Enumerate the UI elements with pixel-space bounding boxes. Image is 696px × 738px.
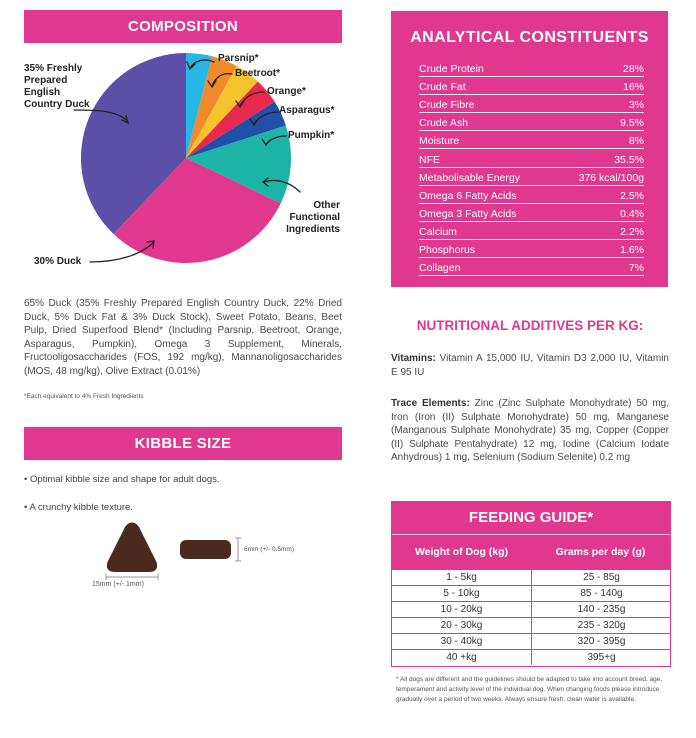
feeding-row-grams: 25 - 85g xyxy=(531,570,671,585)
kibble-bullet-2: • A crunchy kibble texture. xyxy=(24,502,133,513)
kibble-header xyxy=(24,427,342,460)
analytical-row-value: 35.5% xyxy=(614,153,644,166)
feeding-title: FEEDING GUIDE* xyxy=(392,502,670,534)
kibble-bullet-1-text: Optimal kibble size and shape for adult dogs. xyxy=(29,474,220,485)
feeding-row xyxy=(392,585,670,602)
analytical-row-name: Collagen xyxy=(419,262,461,275)
feeding-row-grams: 140 - 235g xyxy=(531,602,671,617)
trace-text: Zinc (Zinc Sulphate Monohydrate) 50 mg, Iron (Iron (II) Sulphate Monohydrate) 50 mg, Manganese (Manganous Sulphate Monohydrate) 35 mg, Copper (Copper (II) Sulphate Pentahydrate) 12 mg, Iodine (Calcium Iodate Anhydrous) 1 mg, Selenium (Sodium Selenite) 0.2 mg xyxy=(391,398,669,463)
feeding-row-grams: 395+g xyxy=(531,650,671,665)
analytical-row-value: 28% xyxy=(622,63,644,75)
analytical-row-value: 16% xyxy=(622,81,644,94)
analytical-row-name: Omega 3 Fatty Acids xyxy=(419,207,517,220)
composition-footnote: *Each equivalent to 4% Fresh Ingredients xyxy=(24,393,144,400)
composition-pie-chart xyxy=(0,0,360,290)
analytical-row-name: Crude Fibre xyxy=(419,99,475,112)
feeding-row-grams: 235 - 320g xyxy=(531,618,671,633)
analytical-row xyxy=(419,203,644,222)
analytical-row-name: Calcium xyxy=(419,225,457,238)
analytical-row xyxy=(419,76,644,95)
analytical-row xyxy=(419,239,644,258)
analytical-row-value: 8% xyxy=(628,135,644,148)
feeding-row-weight: 30 - 40kg xyxy=(440,636,483,647)
composition-paragraph: 65% Duck (35% Freshly Prepared English Country Duck, 22% Dried Duck, 5% Duck Fat & 3% Duck Stock), Sweet Potato, Beans, Beet Pulp, Dried Superfood Blend* (Including Parsnip, Beetroot, Orange, Asparagus, Pumpkin), Omega 3 Supplement, Minerals, Fructooligosaccharides (FOS, 192 mg/kg), Mannanoligosaccharides (MOS, 48 mg/kg), Olive Extract (0.01%) xyxy=(24,298,342,377)
analytical-row-value: 9.5% xyxy=(620,117,644,130)
feeding-row xyxy=(392,617,670,634)
analytical-row xyxy=(419,167,644,186)
feeding-row xyxy=(392,601,670,618)
feeding-row-weight: 10 - 20kg xyxy=(440,604,483,615)
kibble-height-label: 6mm (+/- 0.5mm) xyxy=(244,546,295,553)
label-parsnip: Parsnip* xyxy=(218,53,259,64)
kibble-triangle-shape xyxy=(107,523,157,573)
feeding-row-grams: 320 - 395g xyxy=(531,634,671,649)
analytical-row-name: Crude Ash xyxy=(419,117,469,130)
analytical-row-name: Phosphorus xyxy=(419,244,476,256)
analytical-row-name: NFE xyxy=(419,153,440,166)
analytical-row-value: 2.5% xyxy=(620,189,644,202)
analytical-row-value: 2.2% xyxy=(620,225,644,238)
feeding-row-weight: 40 +kg xyxy=(446,652,477,663)
feeding-col-weight: Weight of Dog (kg) xyxy=(414,546,509,558)
feeding-guide-table xyxy=(391,501,671,667)
feeding-column-headers xyxy=(392,534,670,570)
analytical-row-value: 7% xyxy=(628,262,644,275)
vitamins-text: Vitamin A 15,000 IU, Vitamin D3 2,000 IU, Vitamin E 95 IU xyxy=(391,353,669,378)
feeding-row xyxy=(392,649,670,666)
additives-title: NUTRITIONAL ADDITIVES PER KG: xyxy=(416,318,644,333)
vitamins-label: Vitamins: xyxy=(391,353,436,364)
feeding-row-grams: 85 - 140g xyxy=(531,586,671,601)
analytical-row-name: Metabolisable Energy xyxy=(419,171,520,184)
feeding-note: * All dogs are different and the guidelines should be adapted to take into account breed, age, temperament and activity level of the individual dog. When changing foods please introduce gradually over a period of two weeks. Always ensure fresh, clean water is available. xyxy=(396,676,663,703)
vitamins-paragraph xyxy=(391,352,669,379)
feeding-row xyxy=(392,633,670,650)
analytical-row xyxy=(419,185,644,204)
label-asparagus: Asparagus* xyxy=(279,105,335,116)
feeding-row-weight: 1 - 5kg xyxy=(446,572,477,583)
analytical-row-value: 3% xyxy=(628,99,644,112)
analytical-row xyxy=(419,149,644,168)
analytical-row-value: 376 kcal/100g xyxy=(578,171,644,184)
feeding-col-grams: Grams per day (g) xyxy=(555,546,646,558)
label-pumpkin: Pumpkin* xyxy=(288,130,335,141)
composition-title: COMPOSITION xyxy=(128,18,238,35)
analytical-row xyxy=(419,257,644,276)
analytical-row-name: Omega 6 Fatty Acids xyxy=(419,189,517,202)
kibble-bullet-1: • Optimal kibble size and shape for adult dogs. xyxy=(24,474,220,485)
analytical-row xyxy=(419,130,644,149)
label-duck30: 30% Duck xyxy=(34,256,82,267)
analytical-row xyxy=(419,112,644,131)
analytical-row xyxy=(419,58,644,77)
analytical-row-name: Moisture xyxy=(419,135,460,148)
kibble-bullet-2-text: A crunchy kibble texture. xyxy=(29,502,133,513)
kibble-width-label: 15mm (+/- 1mm) xyxy=(92,581,144,588)
feeding-row xyxy=(392,569,670,586)
label-orange: Orange* xyxy=(267,86,306,97)
analytical-title: ANALYTICAL CONSTITUENTS xyxy=(410,29,649,46)
analytical-row-value: 0.4% xyxy=(620,207,644,220)
trace-paragraph xyxy=(391,397,669,465)
kibble-side-shape xyxy=(180,540,231,559)
kibble-title: KIBBLE SIZE xyxy=(134,435,232,452)
feeding-row-weight: 5 - 10kg xyxy=(443,588,480,599)
trace-label: Trace Elements: xyxy=(391,398,470,409)
analytical-row-value: 1.6% xyxy=(620,244,644,256)
label-fresh-duck: 35% Freshly Prepared English Country Duck xyxy=(24,63,90,110)
analytical-row xyxy=(419,94,644,113)
label-other: Other Functional Ingredients xyxy=(286,200,340,235)
analytical-row xyxy=(419,221,644,240)
analytical-row-name: Crude Protein xyxy=(419,63,484,75)
label-beetroot: Beetroot* xyxy=(235,68,281,79)
feeding-row-weight: 20 - 30kg xyxy=(440,620,483,631)
analytical-row-name: Crude Fat xyxy=(419,81,466,94)
analytical-constituents-panel xyxy=(391,11,668,287)
